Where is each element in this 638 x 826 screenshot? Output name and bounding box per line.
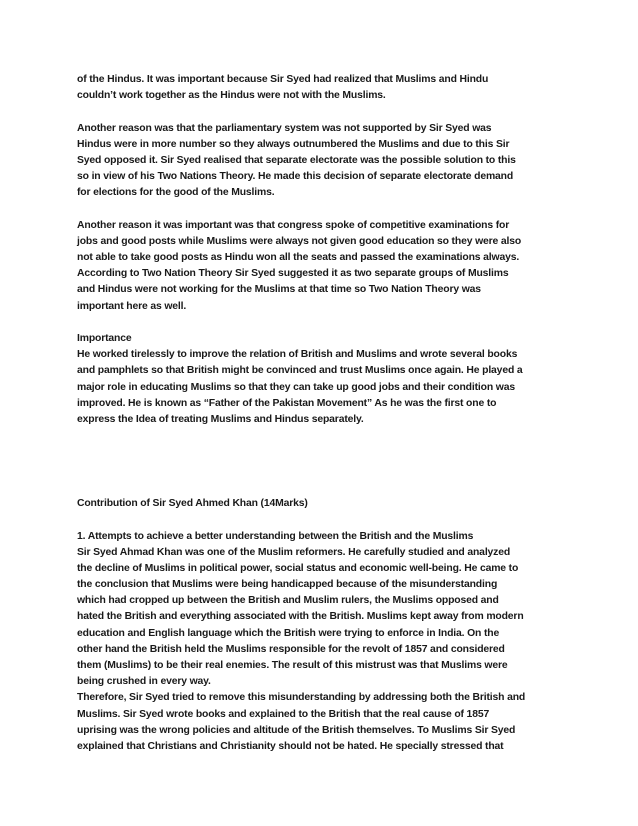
text-line: Syed opposed it. Sir Syed realised that separate electorate was the possible solution to this: [77, 154, 516, 166]
text-line: Sir Syed Ahmad Khan was one of the Muslim reformers. He carefully studied and analyzed: [77, 546, 511, 558]
text-line: couldn’t work together as the Hindus were not with the Muslims.: [77, 90, 386, 102]
text-line: According to Two Nation Theory Sir Syed suggested it as two separate groups of Muslims: [77, 268, 509, 280]
paragraph-contribution: [77, 529, 567, 756]
text-line: and Hindus were not working for the Muslims at that time so Two Nation Theory was: [77, 284, 481, 296]
paragraph-hindu-muslim-relations: [77, 72, 567, 104]
text-line: education and English language which the British were trying to enforce in India. On the: [77, 627, 500, 639]
text-line: and pamphlets so that British might be convinced and trust Muslims once again. He played a: [77, 365, 523, 377]
paragraph-parliamentary-system: [77, 121, 567, 202]
text-line: jobs and good posts while Muslims were always not given good education so they were also: [77, 235, 522, 247]
text-line: the conclusion that Muslims were being handicapped because of the misunderstanding: [77, 579, 498, 591]
text-line: 1. Attempts to achieve a better understanding between the British and the Muslims: [77, 530, 474, 542]
text-line: of the Hindus. It was important because Sir Syed had realized that Muslims and Hindu: [77, 74, 489, 85]
text-line: which had cropped up between the British and Muslim rulers, the Muslims opposed and: [77, 595, 499, 607]
text-line: explained that Christians and Christianity should not be hated. He specially stressed that: [77, 740, 504, 752]
text-line: the decline of Muslims in political power, social status and economic well-being. He came to: [77, 562, 519, 574]
text-line: Muslims. Sir Syed wrote books and explained to the British that the real cause of 1857: [77, 708, 490, 720]
text-line: other hand the British held the Muslims responsible for the revolt of 1857 and considered: [77, 643, 505, 655]
text-line: uprising was the wrong policies and altitude of the British themselves. To Muslims Sir Syed: [77, 724, 516, 736]
text-line: not able to take good posts as Hindu won all the seats and passed the examinations always.: [77, 252, 520, 264]
text-line: Another reason it was important was that congress spoke of competitive examinations for: [77, 219, 510, 231]
text-line: He worked tirelessly to improve the relation of British and Muslims and wrote several books: [77, 349, 518, 361]
text-line: hated the British and everything associated with the British. Muslims kept away from modern: [77, 611, 524, 623]
section-importance: [77, 331, 567, 428]
contribution-heading: Contribution of Sir Syed Ahmed Khan (14Marks): [77, 498, 308, 510]
text-line: express the Idea of treating Muslims and Hindus separately.: [77, 413, 364, 425]
text-line: Another reason was that the parliamentary system was not supported by Sir Syed was: [77, 122, 492, 134]
text-line: Therefore, Sir Syed tried to remove this misunderstanding by addressing both the British and: [77, 692, 526, 704]
text-line: Hindus were in more number so they always outnumbered the Muslims and due to this Sir: [77, 138, 510, 150]
importance-heading: Importance: [77, 333, 132, 344]
text-line: improved. He is known as “Father of the Pakistan Movement” As he was the first one to: [77, 397, 497, 409]
text-line: so in view of his Two Nations Theory. He made this decision of separate electorate demand: [77, 171, 514, 183]
text-line: major role in educating Muslims so that they can take up good jobs and their condition was: [77, 381, 515, 393]
paragraph-competitive-examinations: [77, 218, 567, 315]
text-line: them (Muslims) to be their real enemies. The result of this mistrust was that Muslims were: [77, 660, 508, 671]
document-page: [77, 72, 567, 755]
text-line: being crushed in every way.: [77, 676, 211, 688]
text-line: important here as well.: [77, 300, 187, 312]
text-line: for elections for the good of the Muslims.: [77, 187, 275, 199]
